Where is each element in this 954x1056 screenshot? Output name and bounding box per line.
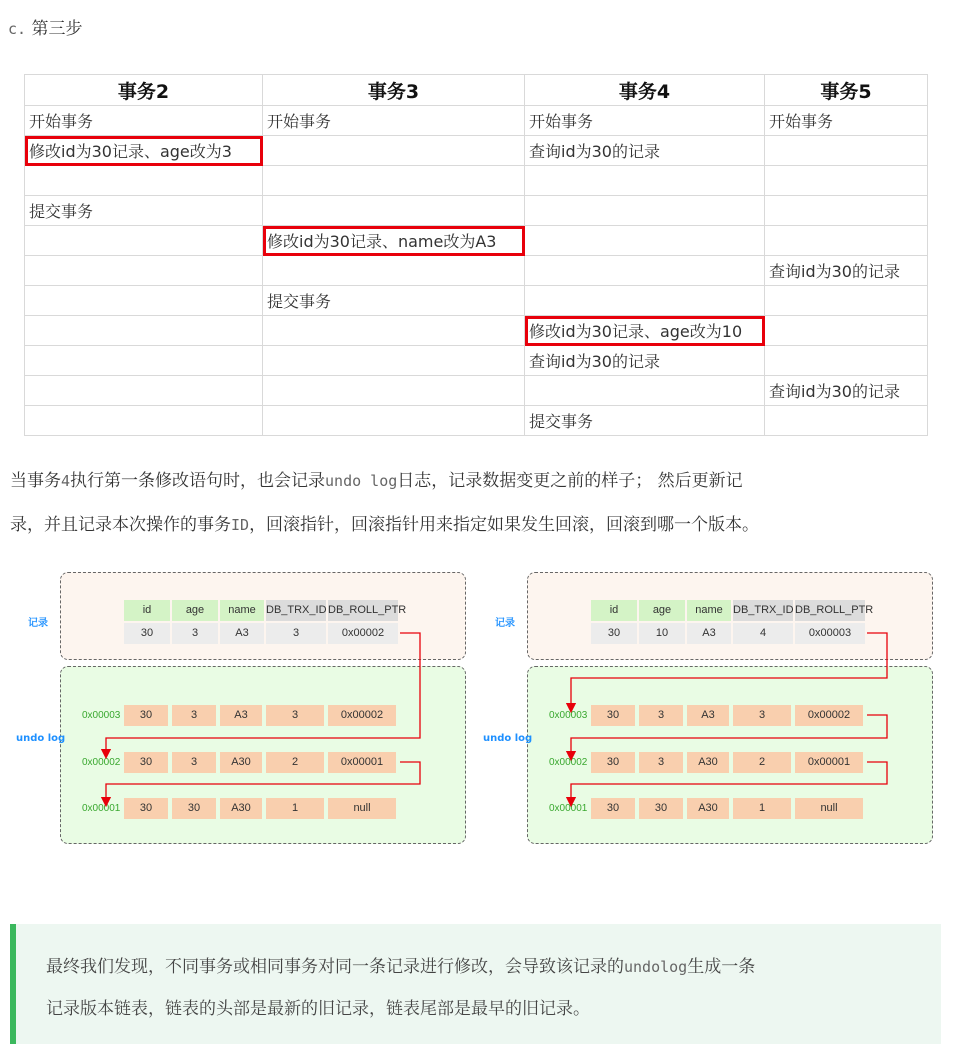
undo-cell: 0x00002 [328, 705, 396, 726]
transaction-table [24, 74, 928, 436]
roll-pointer-arrows [475, 570, 925, 860]
table-cell: 查询id为30的记录 [525, 346, 765, 376]
undo-cell: 30 [591, 752, 635, 773]
column-header: age [639, 600, 685, 621]
table-row [25, 376, 928, 406]
undo-cell: 30 [172, 798, 216, 819]
undo-cell: null [795, 798, 863, 819]
undo-cell: 3 [639, 752, 683, 773]
undo-cell: 30 [124, 798, 168, 819]
table-cell: 开始事务 [263, 106, 525, 136]
undo-log-label: undo log [16, 733, 66, 744]
table-cell [263, 316, 525, 346]
table-row [25, 346, 928, 376]
table-row [25, 166, 928, 196]
table-row [25, 136, 928, 166]
undo-address: 0x00001 [549, 803, 588, 814]
table-cell [263, 256, 525, 286]
pointer-arrow [571, 633, 887, 708]
table-cell [25, 316, 263, 346]
step-letter: c. [8, 20, 27, 38]
table-cell: 查询id为30的记录 [765, 376, 928, 406]
undo-cell: 3 [172, 705, 216, 726]
undo-cell: 30 [124, 752, 168, 773]
table-cell [263, 406, 525, 436]
table-cell [765, 286, 928, 316]
table-cell [25, 166, 263, 196]
record-cell: 4 [733, 623, 793, 644]
table-cell [525, 166, 765, 196]
note-line-2: 记录版本链表，链表的头部是最新的旧记录，链表尾部是最早的旧记录。 [46, 999, 590, 1019]
table-row [25, 316, 928, 346]
table-cell [765, 196, 928, 226]
record-cell: A3 [687, 623, 731, 644]
table-header-row [25, 75, 928, 106]
table-cell [263, 376, 525, 406]
table-row [25, 406, 928, 436]
text-span: 执行第一条修改语句时，也会记录 [70, 471, 326, 491]
undo-cell: 30 [591, 798, 635, 819]
column-header: 事务3 [263, 75, 525, 106]
record-cell: 10 [639, 623, 685, 644]
table-cell: 开始事务 [525, 106, 765, 136]
record-cell: 3 [266, 623, 326, 644]
table-cell [25, 286, 263, 316]
code-span: undolog [624, 958, 688, 976]
record-label: 记录 [495, 618, 515, 629]
table-cell [25, 406, 263, 436]
column-header: DB_TRX_ID [733, 600, 793, 621]
undo-address: 0x00001 [82, 803, 121, 814]
undo-cell: 3 [639, 705, 683, 726]
column-header: age [172, 600, 218, 621]
table-cell [765, 406, 928, 436]
table-row [25, 196, 928, 226]
code-span: undo log [325, 472, 398, 490]
undo-cell: A3 [687, 705, 729, 726]
column-header: id [591, 600, 637, 621]
undo-address: 0x00003 [82, 710, 121, 721]
table-cell [525, 226, 765, 256]
note-line-1 [46, 952, 755, 977]
column-header: DB_ROLL_PTR [795, 600, 865, 621]
step-heading [8, 14, 82, 39]
undo-address: 0x00002 [549, 757, 588, 768]
table-cell [263, 166, 525, 196]
undo-log-diagram-before [8, 570, 458, 860]
summary-note [10, 924, 941, 1044]
table-cell [25, 226, 263, 256]
undo-cell: 1 [733, 798, 791, 819]
table-cell: 查询id为30的记录 [525, 136, 765, 166]
undo-cell: A3 [220, 705, 262, 726]
pointer-arrow [571, 715, 887, 756]
roll-pointer-arrows [8, 570, 458, 860]
column-header: id [124, 600, 170, 621]
column-header: DB_ROLL_PTR [328, 600, 398, 621]
record-label: 记录 [28, 618, 48, 629]
undo-log-label: undo log [483, 733, 533, 744]
table-cell [263, 136, 525, 166]
undo-address: 0x00003 [549, 710, 588, 721]
table-cell: 提交事务 [25, 196, 263, 226]
explanation-line-1 [10, 469, 743, 493]
text-span: 当事务 [10, 471, 61, 491]
record-cell: 0x00002 [328, 623, 398, 644]
table-row [25, 226, 928, 256]
table-cell [263, 346, 525, 376]
record-cell: 30 [591, 623, 637, 644]
undo-cell: 3 [733, 705, 791, 726]
explanation-line-2 [10, 513, 759, 537]
column-header: name [687, 600, 731, 621]
step-title: 第三步 [31, 19, 83, 39]
undo-cell: 0x00001 [795, 752, 863, 773]
table-cell [765, 316, 928, 346]
record-cell: 30 [124, 623, 170, 644]
undo-cell: 3 [172, 752, 216, 773]
undo-log-diagram-after [475, 570, 925, 860]
undo-cell: 2 [266, 752, 324, 773]
table-cell [25, 346, 263, 376]
table-cell [525, 376, 765, 406]
table-cell [263, 196, 525, 226]
undo-cell: 30 [124, 705, 168, 726]
undo-cell: 2 [733, 752, 791, 773]
highlighted-cell: 修改id为30记录、name改为A3 [263, 226, 525, 256]
column-header: 事务4 [525, 75, 765, 106]
undo-cell: 1 [266, 798, 324, 819]
text-span: 生成一条 [687, 957, 756, 977]
table-cell: 开始事务 [25, 106, 263, 136]
record-cell: 0x00003 [795, 623, 865, 644]
pointer-arrow [571, 762, 887, 802]
undo-cell: null [328, 798, 396, 819]
pointer-arrow [106, 633, 420, 754]
undo-cell: 3 [266, 705, 324, 726]
undo-cell: A30 [220, 752, 262, 773]
text-span: 录，并且记录本次操作的事务 [10, 515, 231, 535]
table-cell: 提交事务 [263, 286, 525, 316]
table-cell [25, 376, 263, 406]
text-span: ，回滚指针，回滚指针用来指定如果发生回滚，回滚到哪一个版本。 [249, 515, 760, 535]
undo-cell: 0x00001 [328, 752, 396, 773]
undo-address: 0x00002 [82, 757, 121, 768]
table-cell: 查询id为30的记录 [765, 256, 928, 286]
undo-cell: A30 [220, 798, 262, 819]
column-header: DB_TRX_ID [266, 600, 326, 621]
table-cell: 开始事务 [765, 106, 928, 136]
table-cell [525, 286, 765, 316]
table-cell: 提交事务 [525, 406, 765, 436]
undo-cell: 30 [591, 705, 635, 726]
table-cell [765, 226, 928, 256]
text-span: 日志，记录数据变更之前的样子； 然后更新记 [397, 471, 743, 491]
undo-cell: 30 [639, 798, 683, 819]
code-span: ID [231, 516, 250, 534]
highlighted-cell: 修改id为30记录、age改为10 [525, 316, 765, 346]
pointer-arrow [106, 762, 420, 802]
table-cell [765, 346, 928, 376]
column-header: 事务5 [765, 75, 928, 106]
table-row [25, 286, 928, 316]
highlighted-cell: 修改id为30记录、age改为3 [25, 136, 263, 166]
record-cell: 3 [172, 623, 218, 644]
table-cell [525, 256, 765, 286]
undo-cell: A30 [687, 752, 729, 773]
table-cell [25, 256, 263, 286]
undo-cell: A30 [687, 798, 729, 819]
record-cell: A3 [220, 623, 264, 644]
table-row [25, 106, 928, 136]
table-row [25, 256, 928, 286]
table-cell [765, 166, 928, 196]
text-span: 最终我们发现，不同事务或相同事务对同一条记录进行修改，会导致该记录的 [46, 957, 624, 977]
column-header: name [220, 600, 264, 621]
table-cell [525, 196, 765, 226]
undo-cell: 0x00002 [795, 705, 863, 726]
table-cell [765, 136, 928, 166]
table-body [25, 106, 928, 436]
column-header: 事务2 [25, 75, 263, 106]
code-span: 4 [61, 472, 71, 490]
